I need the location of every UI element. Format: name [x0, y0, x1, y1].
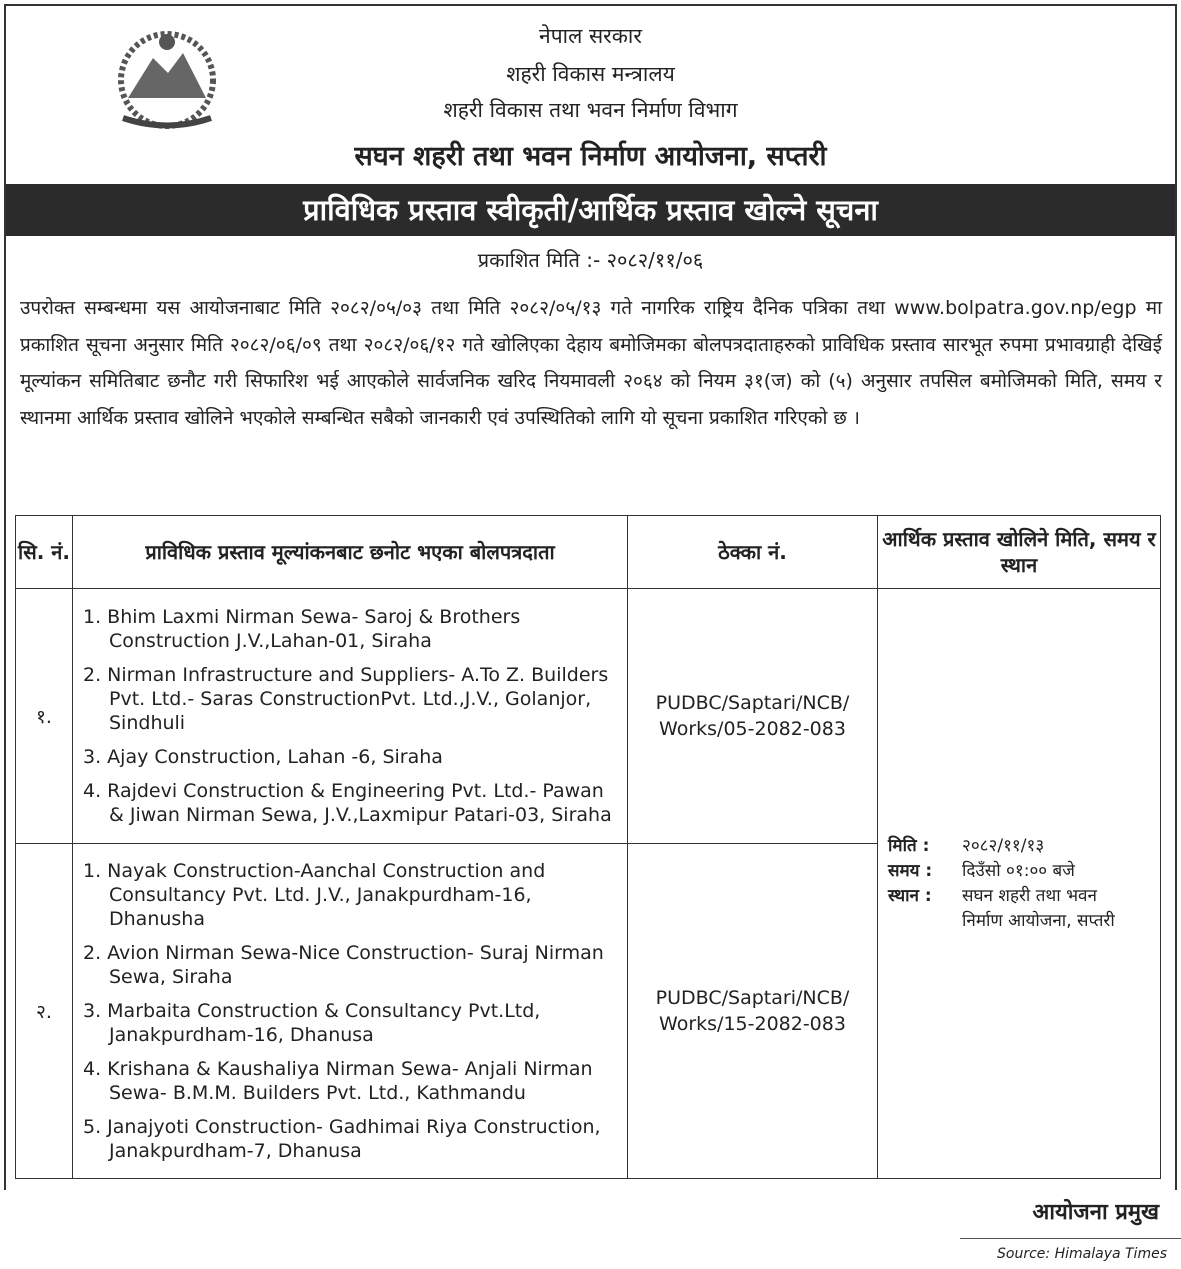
- signatory: आयोजना प्रमुख: [1032, 1200, 1159, 1225]
- published-date: प्रकाशित मिति :- २०८२/११/०६: [477, 248, 704, 272]
- row-sn: २.: [16, 844, 73, 1179]
- bidder-item: 2. Avion Nirman Sewa-Nice Construction- Suraj Nirman Sewa, Siraha: [83, 942, 604, 988]
- table-row: [16, 589, 1161, 844]
- col-schedule: आर्थिक प्रस्ताव खोलिने मिति, समय र स्थान: [878, 516, 1161, 589]
- notice-body: उपरोक्त सम्बन्धमा यस आयोजनाबाट मिति २०८२/०५/०३ तथा मिति २०८२/०५/१३ गते नागरिक राष्ट्रिय दैनिक पत्रिका तथा www.bolpatra.gov.np/egp मा प्रकाशित सूचना अनुसार मिति २०८२/०६/०९ तथा २०८२/०६/१२ गते खोलिएका देहाय बमोजिमका बोलपत्रदाताहरुको प्राविधिक प्रस्ताव सारभूत रुपमा प्रभावग्राही देखिई मूल्यांकन समितिबाट छनौट गरी सिफारिश भई आएकोले सार्वजनिक खरिद नियमावली २०६४ को नियम ३१(ज) को (५) अनुसार तपसिल बमोजिमको मिति, समय र स्थानमा आर्थिक प्रस्ताव खोलिने भएकोले सम्बन्धित सबैको जानकारी एवं उपस्थितिको लागि यो सूचना प्रकाशित गरिएको छ ।: [20, 297, 1162, 429]
- col-contract: ठेक्का नं.: [628, 516, 878, 589]
- opening-schedule: [878, 589, 1161, 1179]
- opening-place-cont: निर्माण आयोजना, सप्तरी: [962, 910, 1115, 931]
- bidder-item: 2. Nirman Infrastructure and Suppliers- A.To Z. Builders Pvt. Ltd.- Saras ConstructionPvt. Ltd.,J.V., Golanjor, Sindhuli: [83, 664, 609, 734]
- opening-time: दिउँसो ०१:०० बजे: [962, 860, 1075, 881]
- time-label: समय :: [888, 860, 933, 881]
- bidder-item: 3. Ajay Construction, Lahan -6, Siraha: [83, 746, 443, 768]
- place-label: स्थान :: [888, 885, 932, 906]
- bidder-item: 4. Rajdevi Construction & Engineering Pvt. Ltd.- Pawan & Jiwan Nirman Sewa, J.V.,Laxmipur Patari-03, Siraha: [83, 780, 612, 826]
- bidder-item: 1. Nayak Construction-Aanchal Construction and Consultancy Pvt. Ltd. J.V., Janakpurdham-16, Dhanusha: [83, 860, 546, 930]
- bidder-item: 1. Bhim Laxmi Nirman Sewa- Saroj & Brothers Construction J.V.,Lahan-01, Siraha: [83, 606, 521, 652]
- source-credit: Source: Himalaya Times: [997, 1246, 1167, 1262]
- bidders-table: [15, 515, 1161, 1179]
- bidder-list: [73, 844, 628, 1179]
- row-sn: १.: [16, 589, 73, 844]
- col-bidders: प्राविधिक प्रस्ताव मूल्यांकनबाट छनोट भएका बोलपत्रदाता: [73, 516, 628, 589]
- header-line-3: शहरी विकास तथा भवन निर्माण विभाग: [443, 98, 738, 122]
- contract-number: PUDBC/Saptari/NCB/ Works/05-2082-083: [628, 589, 878, 844]
- header-line-2: शहरी विकास मन्त्रालय: [506, 62, 675, 86]
- opening-date: २०८२/११/१३: [962, 835, 1045, 856]
- contract-number: PUDBC/Saptari/NCB/ Works/15-2082-083: [628, 844, 878, 1179]
- bidder-item: 4. Krishana & Kaushaliya Nirman Sewa- Anjali Nirman Sewa- B.M.M. Builders Pvt. Ltd., Kathmandu: [83, 1058, 593, 1104]
- divider: [960, 1238, 1181, 1239]
- opening-place: सघन शहरी तथा भवन: [962, 885, 1097, 906]
- header-line-1: नेपाल सरकार: [539, 24, 642, 48]
- notice-title: प्राविधिक प्रस्ताव स्वीकृती/आर्थिक प्रस्ताव खोल्ने सूचना: [6, 184, 1175, 236]
- bidder-item: 3. Marbaita Construction & Consultancy Pvt.Ltd, Janakpurdham-16, Dhanusa: [83, 1000, 541, 1046]
- bidder-list: [73, 589, 628, 844]
- date-label: मिति :: [888, 835, 930, 856]
- table-header-row: [16, 516, 1161, 589]
- bidder-item: 5. Janajyoti Construction- Gadhimai Riya Construction, Janakpurdham-7, Dhanusa: [83, 1116, 601, 1162]
- office-name: सघन शहरी तथा भवन निर्माण आयोजना, सप्तरी: [354, 141, 827, 172]
- col-sn: सि. नं.: [16, 516, 73, 589]
